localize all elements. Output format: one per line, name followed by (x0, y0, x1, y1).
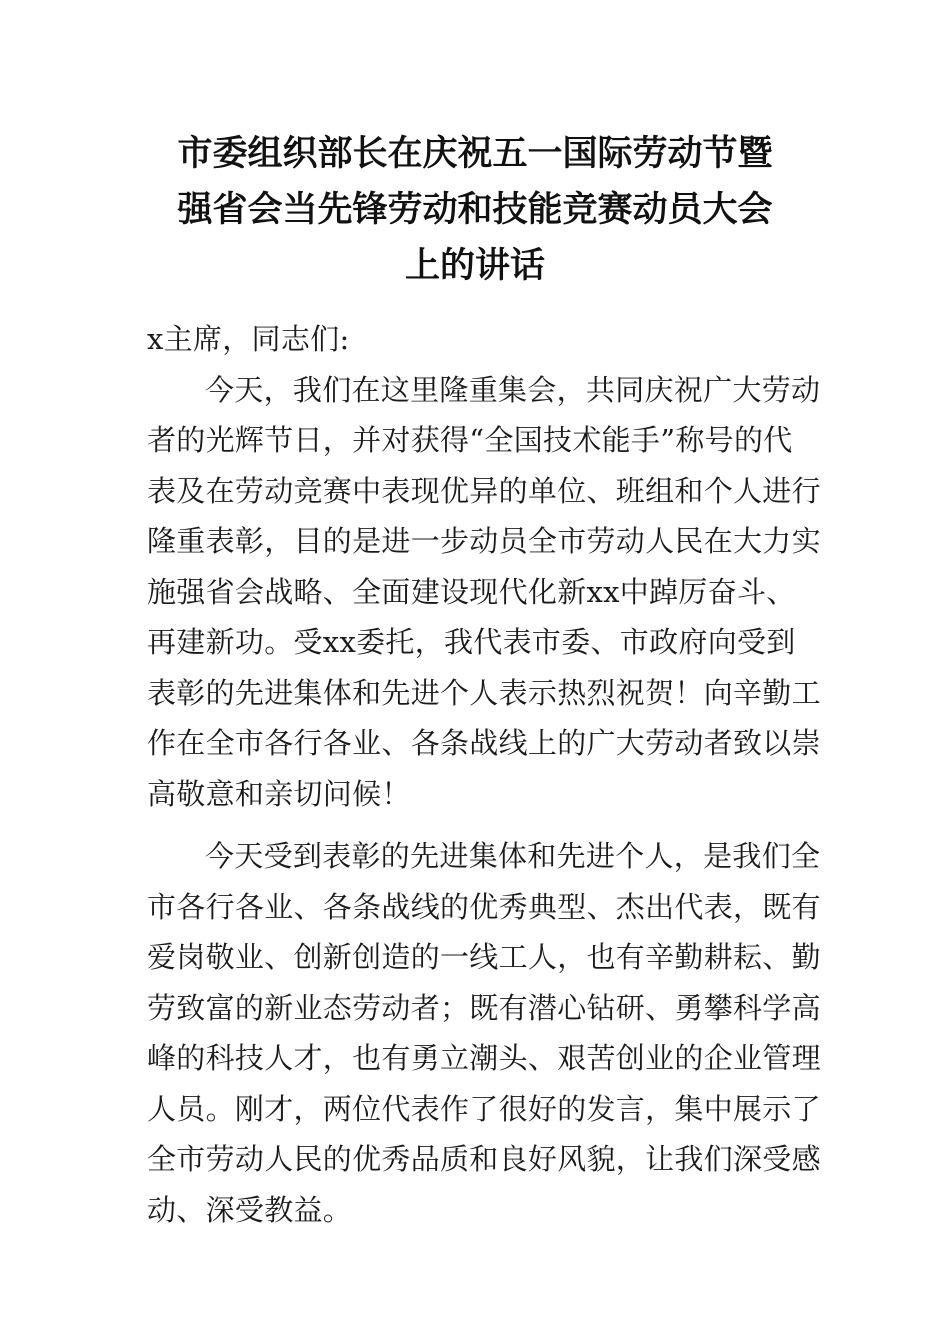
paragraph-1 (147, 365, 821, 820)
paragraph-line: 劳致富的新业态劳动者；既有潜心钻研、勇攀科学高 (147, 990, 821, 1025)
document-title (140, 126, 810, 294)
title-line: 强省会当先锋劳动和技能竞赛动员大会 (177, 190, 773, 230)
paragraph-line: 今天，我们在这里隆重集会，共同庆祝广大劳动 (205, 372, 821, 407)
paragraph-line: 市各行各业、各条战线的优秀典型、杰出代表，既有 (147, 889, 821, 924)
paragraph-line: 全市劳动人民的优秀品质和良好风貌，让我们深受感 (147, 1142, 821, 1176)
salutation: x主席，同志们: (147, 322, 350, 356)
paragraph-2 (147, 831, 821, 1235)
paragraph-line: 今天受到表彰的先进集体和先进个人，是我们全 (205, 839, 821, 873)
paragraph-line: 人员。刚才，两位代表作了很好的发言，集中展示了 (147, 1091, 821, 1126)
paragraph-line: 峰的科技人才，也有勇立潮头、艰苦创业的企业管理 (147, 1041, 821, 1075)
title-line: 上的讲话 (404, 246, 545, 286)
paragraph-gap (147, 819, 807, 831)
document-body (147, 314, 821, 1235)
paragraph-line: 表及在劳动竞赛中表现优异的单位、班组和个人进行 (147, 473, 821, 508)
paragraph-line: 动、深受教益。 (147, 1192, 353, 1227)
paragraph-line: 爱岗敬业、创新创造的一线工人，也有辛勤耕耘、勤 (147, 940, 821, 974)
paragraph-line: 再建新功。受xx委托，我代表市委、市政府向受到 (147, 625, 796, 659)
paragraph-line: 作在全市各行各业、各条战线上的广大劳动者致以崇 (147, 726, 821, 760)
title-line: 市委组织部长在庆祝五一国际劳动节暨 (177, 134, 773, 174)
paragraph-line: 高敬意和亲切问候！ (147, 776, 411, 811)
paragraph-line: 表彰的先进集体和先进个人表示热烈祝贺！向辛勤工 (147, 675, 821, 710)
paragraph-line: 者的光辉节日，并对获得“全国技术能手”称号的代 (147, 423, 793, 457)
paragraph-line: 施强省会战略、全面建设现代化新xx中踔厉奋斗、 (147, 574, 796, 609)
paragraph-line: 隆重表彰，目的是进一步动员全市劳动人民在大力实 (147, 524, 821, 558)
